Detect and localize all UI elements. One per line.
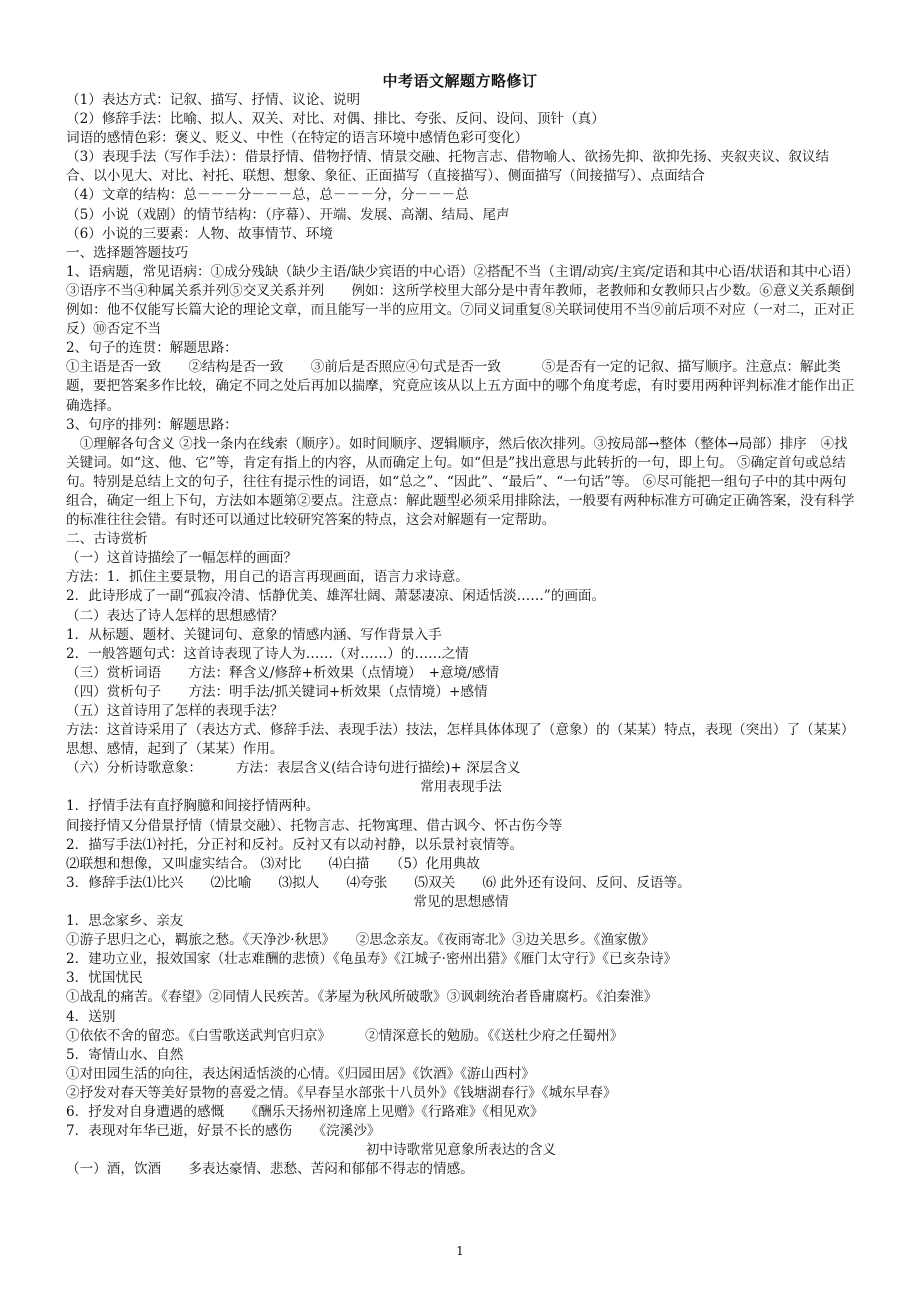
paragraph: 1．思念家乡、亲友	[66, 913, 184, 930]
paragraph: 5．寄情山水、自然	[66, 1046, 184, 1063]
paragraph: 2．一般答题句式：这首诗表现了诗人为……（对……）的……之情	[66, 645, 469, 662]
paragraph: 1．从标题、题材、关键词句、意象的情感内涵、写作背景入手	[66, 626, 442, 643]
paragraph: （六）分析诗歌意象： 方法：表层含义(结合诗句进行描绘)+ 深层含义	[66, 760, 521, 777]
paragraph: 2．描写手法⑴衬托，分正衬和反衬。反衬又有以动衬静，以乐景衬哀情等。	[66, 836, 524, 853]
paragraph: ①主语是否一致 ②结构是否一致 ③前后是否照应④句式是否一致 ⑤是否有一定的记叙、描写顺序。注意点：解此类题，要把答案多作比较，确定不同之处后再加以揣摩，究竟应该从以上五方面中的哪个角度考虑，有时要用两种评判标准才能作出正确选择。	[66, 359, 855, 414]
paragraph: ①理解各句含义 ②找一条内在线索（顺序）。如时间顺序、逻辑顺序，然后依次排列。③按局部→整体（整体→局部）排序 ④找关键词。如“这、他、它”等，肯定有指上的内容，从而确定上句。如“但是”找出意思与此转折的一句，即上句。 ⑤确定首句或总结句。特别是总结上文的句子，往往有提示性的词语，如“总之”、“因此”、“最后”、“一句话”等。 ⑥尽可能把一组句子中的其中两句组合，确定一组上下句，方法如本题第②要点。注意点：解此题型必须采用排除法，一般要有两种标准方可确定正确答案，没有科学的标准往往会错。有时还可以通过比较研究答案的特点，这会对解题有一定帮助。	[66, 435, 855, 529]
document-title: 中考语文解题方略修订	[382, 72, 538, 90]
paragraph: ②抒发对春天等美好景物的喜爱之情。《早春呈水部张十八员外》《钱塘湖春行》《城东早春》	[66, 1084, 617, 1101]
paragraph: （一）酒，饮酒 多表达豪情、悲愁、苦闷和郁郁不得志的情感。	[66, 1161, 474, 1178]
paragraph: 4．送别	[66, 1008, 116, 1025]
paragraph: 7．表现对年华已逝，好景不长的感伤 《浣溪沙》	[66, 1123, 381, 1140]
paragraph: ①对田园生活的向往，表达闲适恬淡的心情。《归园田居》《饮酒》《游山西村》	[66, 1065, 535, 1082]
paragraph: 方法：1．抓住主要景物，用自己的语言再现画面，语言力求诗意。	[66, 569, 469, 586]
paragraph: ①依依不舍的留恋。《白雪歌送武判官归京》 ②情深意长的勉励。《《送杜少府之任蜀州》	[66, 1027, 624, 1044]
paragraph: 2、句子的连贯：解题思路：	[66, 340, 238, 357]
paragraph: 二、古诗赏析	[66, 531, 148, 548]
paragraph: 1、语病题，常见语病：①成分残缺（缺少主语/缺少宾语的中心语）②搭配不当（主谓/动宾/主宾/定语和其中心语/状语和其中心语）③语序不当④种属关系并列⑤交叉关系并列 例如：这所学校里大部分是中青年教师，老教师和女教师只占少数。⑥意义关系颠倒 例如：他不仅能写长篇大论的理论文章，而且能写一半的应用文。⑦同义词重复⑧关联词使用不当⑨前后项不对应（一对二，正对正反）⑩否定不当	[66, 263, 882, 338]
paragraph: 间接抒情又分借景抒情（情景交融）、托物言志、托物寓理、借古讽今、怀古伤今等	[66, 817, 563, 834]
paragraph: （2）修辞手法：比喻、拟人、双关、对比、对偶、排比、夸张、反问、设问、顶针（真）	[66, 111, 605, 128]
paragraph: （三）赏析词语 方法：释含义/修辞+析效果（点情境） +意境/感情	[66, 664, 499, 681]
paragraph: 常用表现手法	[420, 779, 502, 796]
paragraph: ⑵联想和想像，又叫虚实结合。 ⑶对比 ⑷白描 （5）化用典故	[66, 855, 480, 872]
paragraph: 词语的感情色彩：褒义、贬义、中性（在特定的语言环境中感情色彩可变化）	[66, 130, 529, 147]
paragraph: 1．抒情手法有直抒胸臆和间接抒情两种。	[66, 798, 320, 815]
paragraph: 一、选择题答题技巧	[66, 244, 189, 261]
paragraph: ①战乱的痛苦。《春望》②同情人民疾苦。《茅屋为秋风所破歌》③讽刺统治者昏庸腐朽。《泊秦淮》	[66, 989, 658, 1006]
paragraph: 3、句序的排列：解题思路：	[66, 416, 238, 433]
paragraph: （一）这首诗描绘了一幅怎样的画面？	[66, 550, 298, 567]
paragraph: 6．抒发对自身遭遇的感慨 《酬乐天扬州初逢席上见赠》《行路难》《相见欢》	[66, 1103, 544, 1120]
paragraph: 3．忧国忧民	[66, 970, 143, 987]
paragraph: （6）小说的三要素：人物、故事情节、环境	[66, 225, 333, 242]
paragraph: （5）小说（戏剧）的情节结构：（序幕）、开端、发展、高潮、结局、尾声	[66, 206, 510, 223]
paragraph: 常见的思想感情	[413, 893, 509, 910]
paragraph: ①游子思归之心，羁旅之愁。《天净沙·秋思》 ②思念亲友。《夜雨寄北》③边关思乡。《渔家傲》	[66, 932, 655, 949]
paragraph: 2．此诗形成了一副“孤寂冷清、恬静优美、雄浑壮阔、萧瑟凄凉、闲适恬淡……”的画面。	[66, 588, 606, 605]
paragraph: （1）表达方式：记叙、描写、抒情、议论、说明	[66, 92, 361, 108]
paragraph: 3．修辞手法⑴比兴 ⑵比喻 ⑶拟人 ⑷夸张 ⑸双关 ⑹ 此外还有设问、反问、反语等。	[66, 874, 691, 891]
paragraph: 初中诗歌常见意象所表达的含义	[365, 1142, 557, 1159]
paragraph: （四）赏析句子 方法：明手法/抓关键词+析效果（点情境）+感情	[66, 683, 488, 700]
page-number: 1	[456, 1244, 464, 1258]
paragraph: （4）文章的结构：总－－－分－－－总，总－－－分，分－－－总	[66, 187, 469, 204]
paragraph: （二）表达了诗人怎样的思想感情？	[66, 607, 284, 624]
document-body	[66, 91, 882, 1179]
paragraph: （3）表现手法（写作手法）：借景抒情、借物抒情、情景交融、托物言志、借物喻人、欲扬先抑、欲抑先扬、夹叙夹议、叙议结合、以小见大、对比、衬托、联想、想象、象征、正面描写（直接描写）、侧面描写（间接描写）、点面结合	[66, 149, 830, 185]
paragraph: （五）这首诗用了怎样的表现手法？	[66, 703, 284, 719]
paragraph: 方法：这首诗采用了（表达方式、修辞手法、表现手法）技法，怎样具体体现了（意象）的（某某）特点，表现（突出）了（某某）思想、感情，起到了（某某）作用。	[66, 722, 855, 758]
paragraph: 2．建功立业，报效国家（壮志难酬的悲愤）《龟虽寿》《江城子·密州出猎》《雁门太守行》《已亥杂诗》	[66, 951, 678, 968]
